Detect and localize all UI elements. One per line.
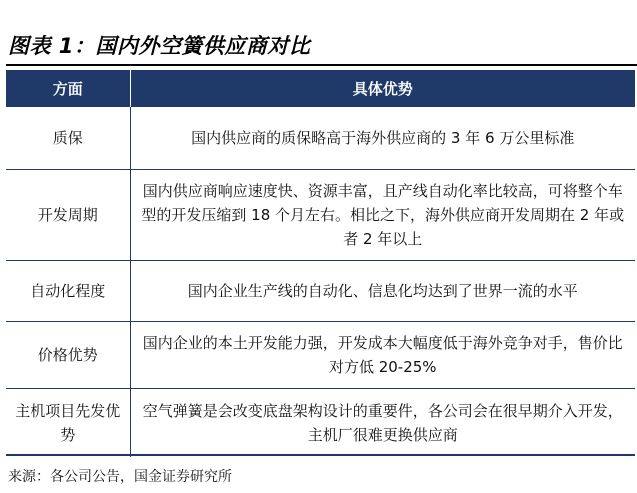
title-divider [6,64,637,66]
aspect-cell: 开发周期 [6,170,130,261]
aspect-cell: 价格优势 [6,322,130,389]
table-row [6,107,635,170]
table-row [6,261,635,322]
comparison-table [6,70,635,457]
table-row [6,322,635,389]
table-header-row [6,70,635,107]
aspect-cell: 主机项目先发优势 [6,389,130,458]
table-row [6,170,635,261]
figure-title: 图表 1：国内外空簧供应商对比 [8,34,311,58]
figure-header [0,0,637,66]
table-bottom-rule [6,454,635,456]
advantage-cell: 国内供应商的质保略高于海外供应商的 3 年 6 万公里标准 [130,107,635,170]
header-advantage: 具体优势 [130,70,635,107]
aspect-cell: 自动化程度 [6,261,130,322]
advantage-cell: 国内供应商响应速度快、资源丰富，且产线自动化率比较高，可将整个车型的开发压缩到 18 个月左右。相比之下，海外供应商开发周期在 2 年或者 2 年以上 [130,170,635,261]
source-note: 来源：各公司公告，国金证券研究所 [8,469,232,485]
advantage-cell: 空气弹簧是会改变底盘架构设计的重要件，各公司会在很早期介入开发，主机厂很难更换供应商 [130,389,635,458]
table-row [6,389,635,458]
advantage-cell: 国内企业的本土开发能力强，开发成本大幅度低于海外竞争对手，售价比对方低 20-25% [130,322,635,389]
aspect-cell: 质保 [6,107,130,170]
header-aspect: 方面 [6,70,130,107]
advantage-cell: 国内企业生产线的自动化、信息化均达到了世界一流的水平 [130,261,635,322]
